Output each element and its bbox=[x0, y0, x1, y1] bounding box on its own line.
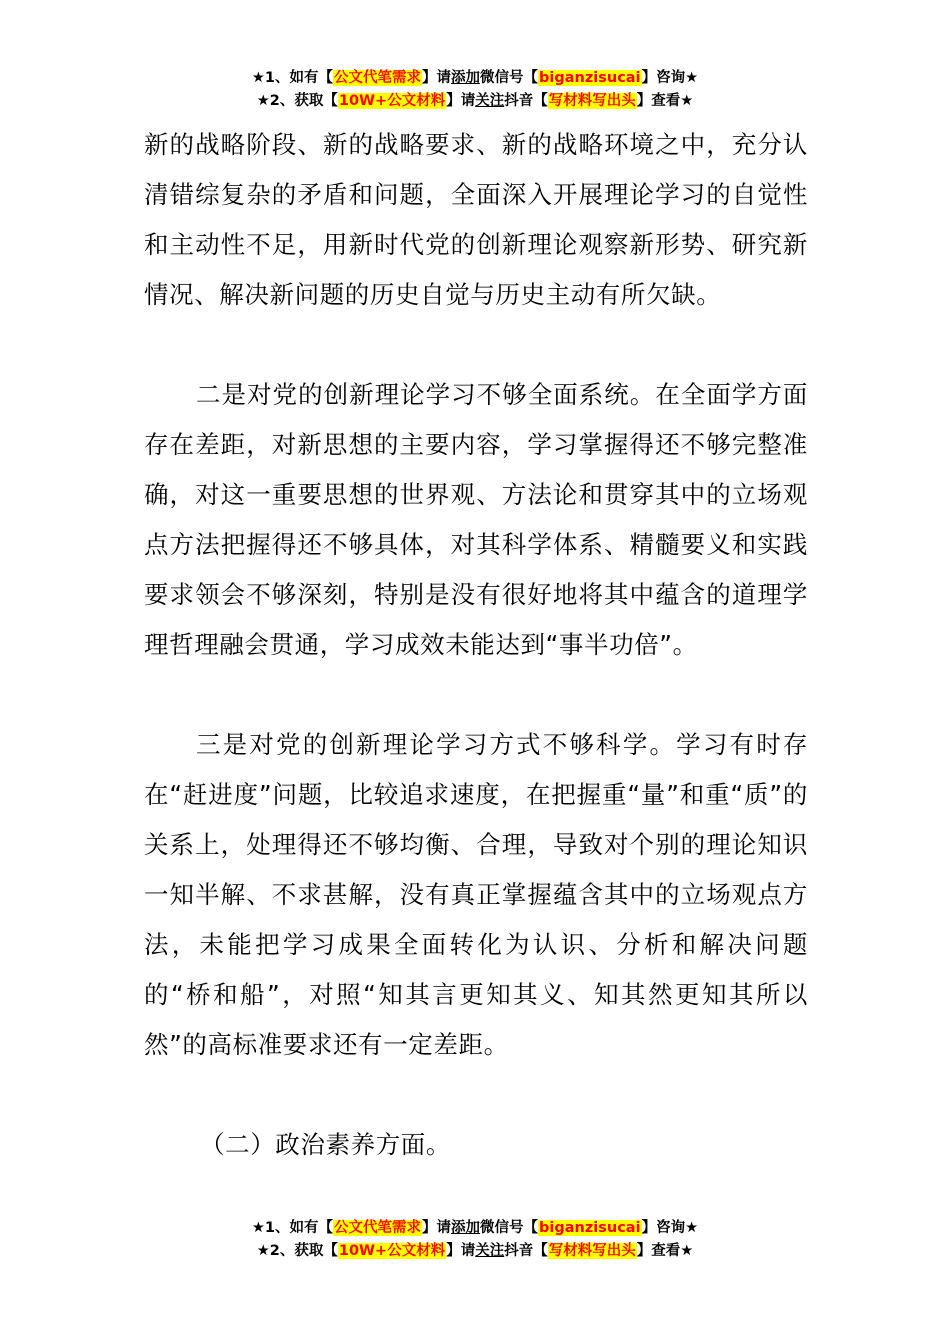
highlight-wechat-id: biganzisucai bbox=[539, 70, 641, 86]
section-heading: （二）政治素养方面。 bbox=[200, 1130, 451, 1159]
banner-line-1 bbox=[0, 67, 950, 90]
banner-text: ★2、获取【 bbox=[256, 1243, 338, 1259]
banner-text: 】咨询★ bbox=[641, 70, 699, 86]
banner-text: 微信号【 bbox=[480, 1220, 539, 1236]
highlight-materials: 10W+公文材料 bbox=[338, 93, 446, 109]
paragraph-2: 二是对党的创新理论学习不够全面系统。在全面学方面存在差距，对新思想的主要内容，学习掌握得还不够完整准确，对这一重要思想的世界观、方法论和贯穿其中的立场观点方法把握得还不够具体，对其科学体系、精髓要义和实践要求领会不够深刻，特别是没有很好地将其中蕴含的道理学理哲理融会贯通，学习成效未能达到“事半功倍”。 bbox=[144, 380, 808, 659]
highlight-service: 公文代笔需求 bbox=[334, 1220, 422, 1236]
banner-text: 抖音【 bbox=[504, 93, 548, 109]
underlined-follow: 关注 bbox=[475, 93, 505, 109]
underlined-add: 添加 bbox=[451, 1220, 481, 1236]
paragraph-continued: 新的战略阶段、新的战略要求、新的战略环境之中，充分认清错综复杂的矛盾和问题，全面深入开展理论学习的自觉性和主动性不足，用新时代党的创新理论观察新形势、研究新情况、解决新问题的历史自觉与历史主动有所欠缺。 bbox=[144, 130, 808, 309]
banner-text: 】查看★ bbox=[636, 93, 694, 109]
banner-text: 微信号【 bbox=[480, 70, 539, 86]
underlined-add: 添加 bbox=[451, 70, 481, 86]
banner-line-2 bbox=[0, 90, 950, 113]
banner-text: 】请 bbox=[422, 1220, 452, 1236]
highlight-douyin-id: 写材料写出头 bbox=[548, 93, 636, 109]
banner-text: 】查看★ bbox=[636, 1243, 694, 1259]
banner-text: 】请 bbox=[422, 70, 452, 86]
banner-text: 】请 bbox=[446, 93, 476, 109]
highlight-douyin-id: 写材料写出头 bbox=[548, 1243, 636, 1259]
banner-text: 】请 bbox=[446, 1243, 476, 1259]
highlight-materials: 10W+公文材料 bbox=[338, 1243, 446, 1259]
header-banner bbox=[0, 67, 950, 113]
banner-text: ★1、如有【 bbox=[251, 70, 334, 86]
paragraph-3: 三是对党的创新理论学习方式不够科学。学习有时存在“赶进度”问题，比较追求速度，在把握重“量”和重“质”的关系上，处理得还不够均衡、合理，导致对个别的理论知识一知半解、不求甚解，没有真正掌握蕴含其中的立场观点方法，未能把学习成果全面转化为认识、分析和解决问题的“桥和船”，对照“知其言更知其义、知其然更知其所以然”的高标准要求还有一定差距。 bbox=[144, 730, 808, 1059]
highlight-service: 公文代笔需求 bbox=[334, 70, 422, 86]
banner-line-1 bbox=[0, 1217, 950, 1240]
footer-banner bbox=[0, 1217, 950, 1263]
banner-text: 抖音【 bbox=[504, 1243, 548, 1259]
highlight-wechat-id: biganzisucai bbox=[539, 1220, 641, 1236]
banner-text: ★2、获取【 bbox=[256, 93, 338, 109]
underlined-follow: 关注 bbox=[475, 1243, 505, 1259]
document-body bbox=[144, 120, 808, 1170]
banner-text: ★1、如有【 bbox=[251, 1220, 334, 1236]
banner-text: 】咨询★ bbox=[641, 1220, 699, 1236]
banner-line-2 bbox=[0, 1240, 950, 1263]
